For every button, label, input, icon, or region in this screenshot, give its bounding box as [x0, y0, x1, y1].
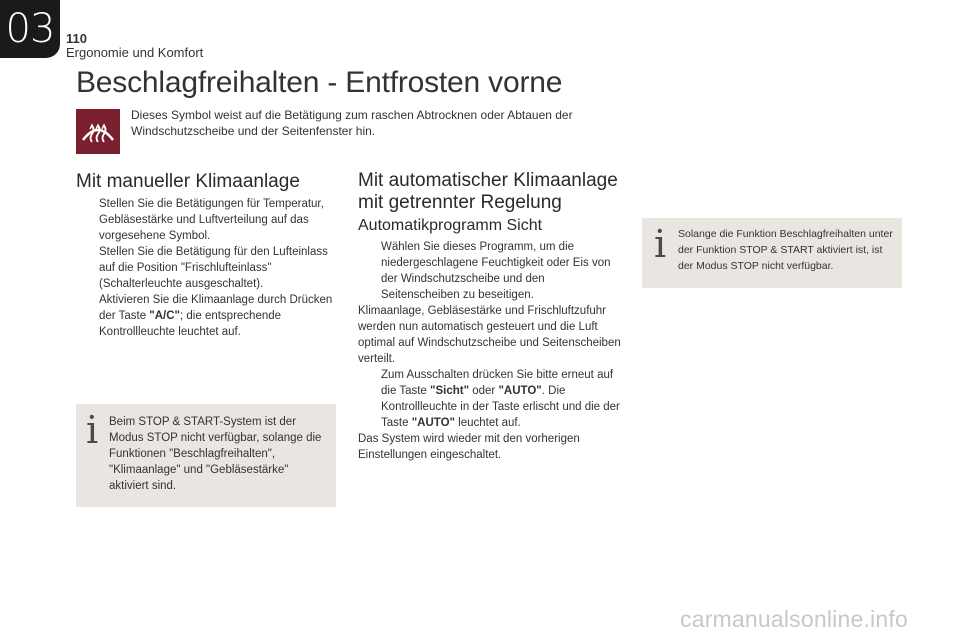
automatic-paragraph-2: Das System wird wieder mit den vorherigen Einstellungen eingeschaltet.: [358, 433, 580, 461]
list-item: [76, 292, 338, 340]
info-icon: i: [654, 222, 667, 266]
list-item: [76, 196, 338, 244]
chapter-tab: [0, 0, 60, 58]
automatic-step-2-mid: oder: [469, 385, 499, 397]
list-item: [358, 367, 623, 431]
info-text-manual: Beim STOP & START-System ist der Modus STOP nicht verfügbar, solange die Funktionen "Beschlagfreihalten", "Klimaanlage" und "Gebläsestärke" aktiviert sind.: [109, 416, 322, 492]
automatic-step-2-post: leuchtet auf.: [454, 417, 521, 429]
page-number: 110: [66, 31, 87, 46]
list-item: [76, 244, 338, 292]
page-title: Beschlagfreihalten - Entfrosten vorne: [76, 66, 563, 99]
automatic-subheading: Automatikprogramm Sicht: [358, 217, 543, 234]
automatic-step-2-pre: Zum Ausschalten drücken Sie bitte erneut auf die Taste: [381, 369, 614, 397]
automatic-steps: [358, 239, 623, 463]
windscreen-defrost-icon: [76, 109, 120, 154]
manual-step-1: Stellen Sie die Betätigungen für Temperatur, Gebläsestärke und Luftverteilung auf das vorgesehene Symbol.: [99, 198, 324, 242]
auto-key-label-2: "AUTO": [411, 417, 455, 429]
manual-step-2: Stellen Sie die Betätigung für den Lufteinlass auf die Position "Frischlufteinlass" (Schalterleuchte ausgeschaltet).: [99, 246, 328, 290]
info-box-side: [642, 218, 902, 288]
auto-key-label: "AUTO": [498, 385, 542, 397]
info-icon: i: [86, 408, 99, 452]
manual-step-3-pre: Aktivieren Sie die Klimaanlage durch Drücken der Taste: [99, 294, 333, 322]
manual-steps: [76, 196, 338, 340]
info-text-side: Solange die Funktion Beschlagfreihalten unter der Funktion STOP & START aktiviert ist, ist der Modus STOP nicht verfügbar.: [678, 228, 893, 272]
automatic-step-2-mid2: . Die Kontrollleuchte in der Taste erlischt und die der Taste: [381, 385, 620, 429]
sicht-key-label: "Sicht": [430, 385, 470, 397]
intro-text: Dieses Symbol weist auf die Betätigung zum raschen Abtrocknen oder Abtauen der Windschutzscheibe und der Seitenfenster hin.: [131, 108, 573, 138]
automatic-step-1: Wählen Sie dieses Programm, um die niedergeschlagene Feuchtigkeit oder Eis von der Windschutzscheibe und den Seitenscheiben zu beseitigen.: [381, 241, 611, 301]
chapter-number: 03: [5, 6, 55, 52]
section-name: Ergonomie und Komfort: [66, 45, 204, 60]
windscreen-defrost-icon-svg: [81, 118, 115, 146]
automatic-heading: Mit automatischer Klimaanlage mit getrennter Regelung: [358, 170, 618, 213]
watermark: carmanualsonline.info: [680, 606, 908, 632]
manual-heading: Mit manueller Klimaanlage: [76, 171, 300, 192]
manual-step-3-post: ; die entsprechende Kontrollleuchte leuchtet auf.: [99, 310, 282, 338]
automatic-paragraph-1: Klimaanlage, Gebläsestärke und Frischluftzufuhr werden nun automatisch gesteuert und die Luft optimal auf Windschutzscheibe und Seitenscheiben verteilt.: [358, 305, 621, 365]
ac-key-label: "A/C": [149, 310, 181, 322]
list-item: [358, 239, 623, 303]
info-box-manual: [76, 404, 336, 507]
